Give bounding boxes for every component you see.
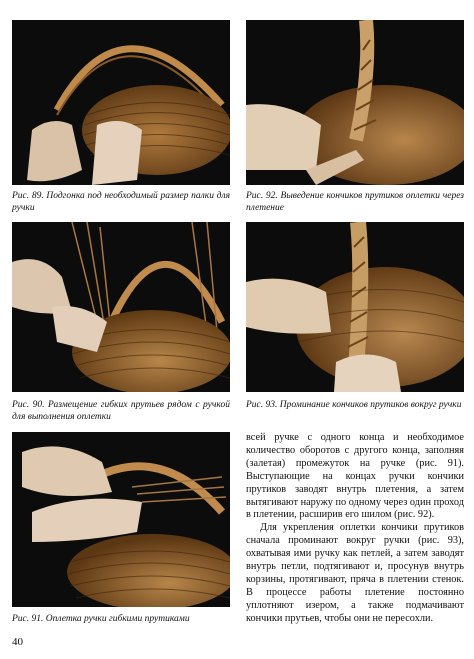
figure-92-caption-text: Выведение кончиков прутиков оплетки через плетение [246,191,464,213]
figure-91-photo [12,432,230,607]
figure-90-photo [12,222,230,392]
figure-90-caption [12,400,230,423]
figure-92-caption [246,191,464,214]
figure-89-caption-text: Подгонка под необходимый размер палки для ручки [12,191,230,213]
twig-tips-wrapped-photo [246,222,464,392]
figure-90-caption-text: Размещение гибких прутьев рядом с ручкой для выполнения оплетки [12,400,230,422]
flexible-rods-placement-photo [12,222,230,392]
figure-89-caption-number: Рис. 89. [12,191,44,201]
figure-92-caption-number: Рис. 92. [246,191,278,201]
body-paragraph-2: Для укрепления оплетки кончики прутиков сначала проминают вокруг ручки (рис. 93), охватывая ими ручку как петлей, а затем заводят внутрь петли, подтягивают и, просунув внутрь корзины, протягивают, пряча в плетении стенок. В процессе работы плетение постоянно уплотняют изером, а также подмачивают кончики прутьев, чтобы они не пересохли. [246,522,464,624]
figure-93-caption [246,400,464,412]
figure-93-caption-number: Рис. 93. [246,400,278,410]
figure-91-caption [12,614,230,626]
basket-handle-fitting-photo [12,20,230,185]
figure-92-photo [246,20,464,185]
figure-89-photo [12,20,230,185]
figure-89-caption [12,191,230,214]
figure-93-photo [246,222,464,392]
figure-91-caption-text: Оплетка ручки гибкими прутиками [45,614,190,624]
figure-91-caption-number: Рис. 91. [12,614,44,624]
body-paragraph-1: всей ручке с одного конца и необходимое количество оборотов с другого конца, заполняя (залетая) промежуток на ручке (рис. 91). Выступающие на концах ручки кончики прутиков заводят внутрь плетения, а затем вытягивают наружу по одному через один проход в плетении, расширив его шилом (рис. 92). [246,432,464,521]
page-number: 40 [12,636,23,648]
figure-90-caption-number: Рис. 90. [12,400,45,410]
twig-tips-pulled-through-photo [246,20,464,185]
body-text-column [246,432,464,626]
figure-93-caption-text: Проминание кончиков прутиков вокруг ручки [279,400,462,410]
handle-wrapping-photo [12,432,230,607]
